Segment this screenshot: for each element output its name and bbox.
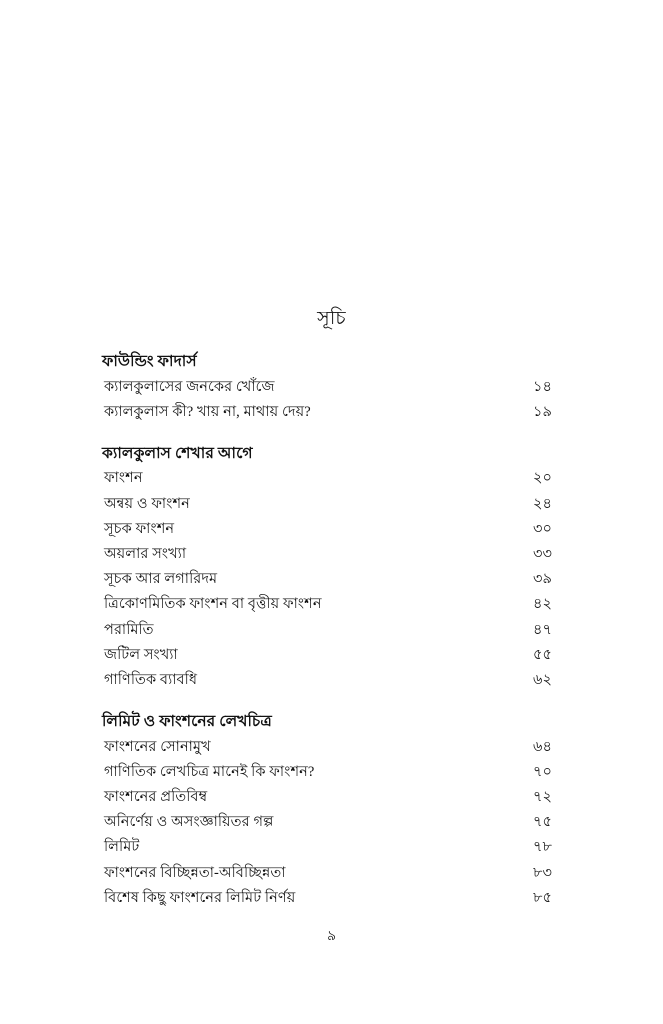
toc-entry-page-number: ৭০ — [532, 763, 552, 780]
toc-entry-page-number: ৬২ — [532, 671, 552, 688]
toc-section — [102, 441, 552, 693]
toc-entry-page-number: ১৯ — [532, 403, 552, 420]
toc-entry[interactable] — [102, 861, 552, 886]
toc-entry-list — [102, 375, 552, 425]
toc-entry[interactable] — [102, 668, 552, 693]
toc-entry-title: লিমিট — [104, 839, 140, 856]
toc-entry[interactable] — [102, 466, 552, 491]
toc-entry-page-number: ৮৩ — [532, 864, 552, 881]
toc-entry[interactable] — [102, 735, 552, 760]
toc-entry-title: অন্বয় ও ফাংশন — [104, 495, 190, 512]
toc-entry-page-number: ৪৭ — [532, 621, 552, 638]
toc-entry[interactable] — [102, 643, 552, 668]
toc-entry[interactable] — [102, 592, 552, 617]
toc-entry-page-number: ৬৪ — [532, 738, 552, 755]
toc-entry-title: জটিল সংখ্যা — [104, 646, 178, 663]
toc-entry[interactable] — [102, 542, 552, 567]
toc-entry-page-number: ৩০ — [532, 520, 552, 537]
toc-section-heading: লিমিট ও ফাংশনের লেখচিত্র — [102, 713, 272, 731]
toc-entry[interactable] — [102, 785, 552, 810]
toc-entry[interactable] — [102, 375, 552, 400]
toc-entry-title: অনির্ণেয় ও অসংজ্ঞায়িতর গল্প — [104, 814, 274, 831]
toc-entry-page-number: ৭৫ — [532, 814, 552, 831]
toc-entry[interactable] — [102, 886, 552, 911]
toc-entry[interactable] — [102, 492, 552, 517]
toc-entry-title: ক্যালকুলাস কী? খায় না, মাথায় দেয়? — [104, 403, 311, 420]
toc-entry-title: গাণিতিক লেখচিত্র মানেই কি ফাংশন? — [104, 763, 315, 780]
toc-entry[interactable] — [102, 835, 552, 860]
page-title: সূচি — [317, 308, 346, 329]
toc-entry-page-number: ৮৫ — [532, 889, 552, 906]
toc-entry[interactable] — [102, 760, 552, 785]
toc-entry[interactable] — [102, 567, 552, 592]
toc-entry-page-number: ৭২ — [532, 788, 552, 805]
toc-section-heading: ফাউন্ডিং ফাদার্স — [102, 353, 197, 370]
toc-entry[interactable] — [102, 810, 552, 835]
toc-entry-title: ফাংশন — [104, 470, 143, 487]
toc-entry-title: পরামিতি — [104, 621, 154, 638]
toc-entry-page-number: ১৪ — [532, 378, 552, 395]
toc-entry-title: ফাংশনের সোনামুখ — [104, 738, 211, 755]
toc-entry-list — [102, 466, 552, 693]
table-of-contents — [102, 349, 552, 911]
toc-entry-page-number: ৩৩ — [532, 545, 552, 562]
page-folio-number: ৯ — [326, 929, 337, 944]
toc-entry-title: সূচক ফাংশন — [104, 520, 175, 537]
toc-entry-title: অয়লার সংখ্যা — [104, 545, 187, 562]
toc-entry-title: ফাংশনের বিচ্ছিন্নতা-অবিচ্ছিন্নতা — [104, 864, 286, 881]
toc-entry-title: ফাংশনের প্রতিবিম্ব — [104, 788, 208, 805]
toc-section — [102, 709, 552, 911]
toc-entry-title: ত্রিকোণমিতিক ফাংশন বা বৃত্তীয় ফাংশন — [104, 596, 322, 613]
toc-entry-title: ক্যালকুলাসের জনকের খোঁজে — [104, 378, 275, 395]
toc-entry-page-number: ৪২ — [532, 596, 552, 613]
toc-entry-page-number: ৭৮ — [532, 839, 552, 856]
toc-entry-page-number: ৩৯ — [532, 571, 552, 588]
toc-entry-title: গাণিতিক ব্যাবধি — [104, 671, 198, 688]
toc-entry[interactable] — [102, 517, 552, 542]
toc-entry[interactable] — [102, 400, 552, 425]
toc-entry-list — [102, 735, 552, 911]
toc-entry-title: বিশেষ কিছু ফাংশনের লিমিট নির্ণয় — [104, 889, 296, 906]
toc-entry-page-number: ২০ — [532, 470, 552, 487]
toc-entry-page-number: ২৪ — [532, 495, 552, 512]
toc-section-heading: ক্যালকুলাস শেখার আগে — [102, 444, 253, 462]
toc-entry-title: সূচক আর লগারিদম — [104, 571, 218, 588]
toc-entry[interactable] — [102, 618, 552, 643]
toc-section — [102, 349, 552, 425]
toc-entry-page-number: ৫৫ — [532, 646, 552, 663]
